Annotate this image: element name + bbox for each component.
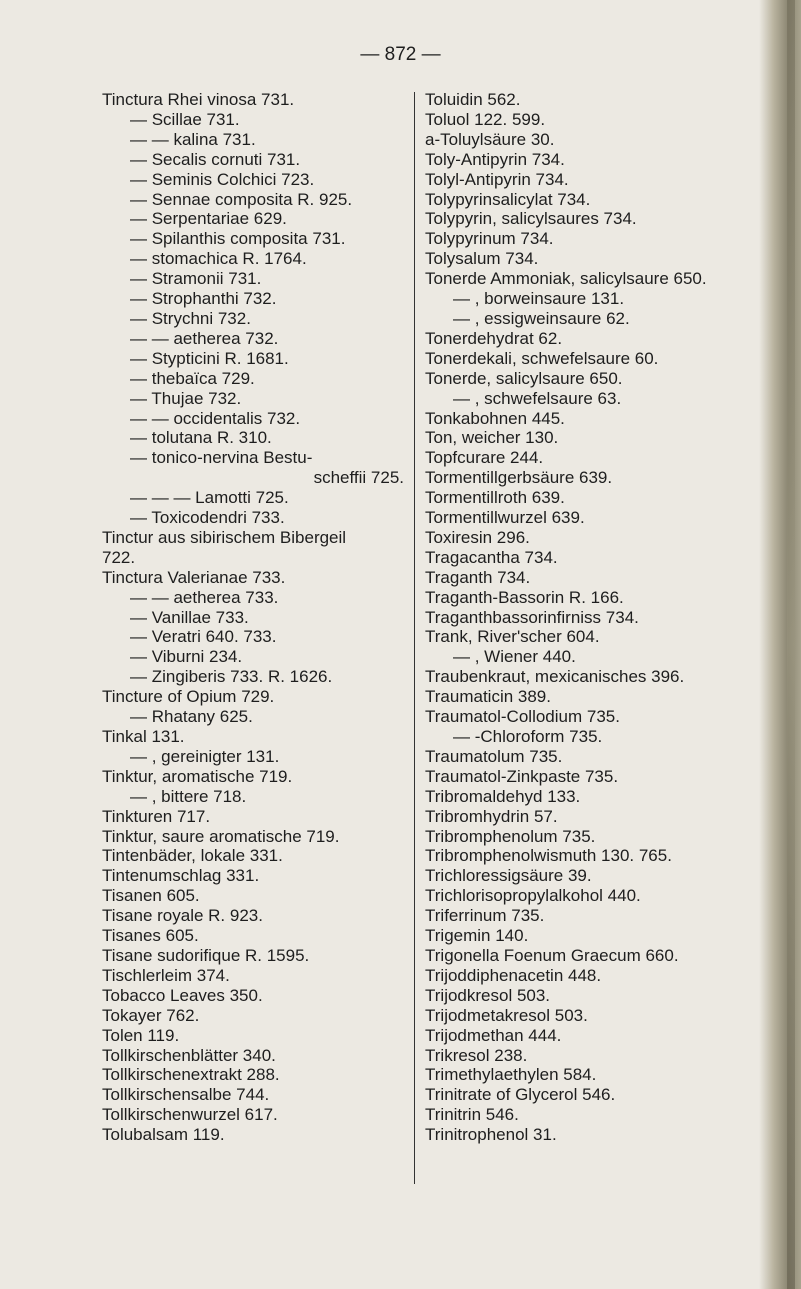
index-entry: — Spilanthis composita 731. (130, 229, 346, 249)
index-entry: Tollkirschenextrakt 288. (102, 1065, 280, 1085)
index-entry: — , borweinsaure 131. (453, 289, 625, 309)
index-entry: Traganth 734. (425, 567, 531, 587)
index-entry: Tonerdehydrat 62. (425, 328, 563, 348)
index-entry: Traubenkraut, mexicanisches 396. (425, 667, 685, 687)
index-entry: Toluidin 562. (425, 90, 521, 109)
index-entry: Tinctur aus sibirischem Bibergeil (102, 527, 347, 547)
index-entry: — thebaïca 729. (130, 368, 255, 388)
index-entry: Trigemin 140. (425, 926, 529, 946)
book-spine (787, 0, 795, 1289)
index-entry: Topfcurare 244. (425, 448, 544, 468)
index-entry: Tribromphenolum 735. (425, 826, 596, 846)
index-entry: — , schwefelsaure 63. (453, 388, 622, 408)
index-entry: Traganthbassorinfirniss 734. (425, 607, 639, 627)
index-entry: a-Toluylsäure 30. (425, 129, 555, 149)
index-entry: Trinitrate of Glycerol 546. (425, 1085, 616, 1105)
index-entry: — — — Lamotti 725. (130, 488, 289, 508)
index-entry: — Scillae 731. (130, 109, 240, 129)
index-entry: Tolubalsam 119. (102, 1125, 225, 1145)
index-entry: — Zingiberis 733. R. 1626. (130, 667, 333, 687)
index-entry: Tolypyrinsalicylat 734. (425, 189, 591, 209)
index-entry: Trigonella Foenum Graecum 660. (425, 945, 679, 965)
index-entry: Trikresol 238. (425, 1045, 528, 1065)
column-divider (414, 92, 415, 1184)
index-entry: Ton, weicher 130. (425, 428, 559, 448)
index-entry: 722. (102, 547, 136, 567)
index-entry: Trichloressigsäure 39. (425, 866, 592, 886)
index-entry: Tonerde, salicylsaure 650. (425, 368, 623, 388)
index-entry: Trinitrophenol 31. (425, 1125, 557, 1145)
index-column-left (102, 90, 412, 1145)
index-entry: Tinktur, saure aromatische 719. (102, 826, 340, 846)
index-entry: — — aetherea 732. (130, 328, 279, 348)
index-entry: — Strychni 732. (130, 308, 251, 328)
index-entry: Trijodkresol 503. (425, 985, 551, 1005)
index-entry: Tobacco Leaves 350. (102, 985, 263, 1005)
index-entry: Tribromphenolwismuth 130. 765. (425, 846, 672, 866)
index-entry: — , essigweinsaure 62. (453, 308, 630, 328)
index-entry: Tolyl-Antipyrin 734. (425, 169, 569, 189)
index-entry: Trinitrin 546. (425, 1105, 519, 1125)
index-entry: — Serpentariae 629. (130, 209, 287, 229)
index-entry: — Secalis cornuti 731. (130, 149, 301, 169)
index-entry: — — aetherea 733. (130, 587, 279, 607)
index-entry: Traumatolum 735. (425, 746, 563, 766)
index-entry: Triferrinum 735. (425, 906, 545, 926)
index-entry: Tonerdekali, schwefelsaure 60. (425, 348, 659, 368)
index-entry: — Seminis Colchici 723. (130, 169, 315, 189)
index-entry: Tragacantha 734. (425, 547, 558, 567)
index-entry: Tintenumschlag 331. (102, 866, 260, 886)
index-entry: — — kalina 731. (130, 129, 256, 149)
index-entry: — Toxicodendri 733. (130, 508, 285, 528)
index-entry: — Stypticini R. 1681. (130, 348, 289, 368)
index-entry: Tinctura Valerianae 733. (102, 567, 286, 587)
index-entry: — Viburni 234. (130, 647, 243, 667)
index-entry: Tisane sudorifique R. 1595. (102, 945, 310, 965)
index-entry: Tischlerleim 374. (102, 965, 230, 985)
index-entry: — Stramonii 731. (130, 269, 262, 289)
index-entry: Trijodmethan 444. (425, 1025, 562, 1045)
index-entry: — -Chloroform 735. (453, 727, 603, 746)
index-entry: — Vanillae 733. (130, 607, 249, 627)
index-entry: Tincture of Opium 729. (102, 687, 275, 707)
index-entry: — , gereinigter 131. (130, 746, 280, 766)
index-entry: Tisanen 605. (102, 886, 200, 906)
index-entry: Traganth-Bassorin R. 166. (425, 587, 624, 607)
index-entry: Tormentillgerbsäure 639. (425, 468, 613, 488)
index-entry: — Strophanthi 732. (130, 289, 277, 309)
index-column-right (425, 90, 725, 1145)
index-entry: — , Wiener 440. (453, 647, 576, 667)
index-entry: Tribromaldehyd 133. (425, 786, 581, 806)
index-entry: — Thujae 732. (130, 388, 242, 408)
index-entry: Tisane royale R. 923. (102, 906, 263, 926)
index-entry: Tisanes 605. (102, 926, 199, 946)
index-entry: Tonerde Ammoniak, salicylsaure 650. (425, 269, 707, 289)
index-entry: Traumatol-Collodium 735. (425, 707, 620, 727)
index-entry: Tolysalum 734. (425, 249, 539, 269)
index-entry: Toluol 122. 599. (425, 109, 546, 129)
index-entry: Trijoddiphenacetin 448. (425, 965, 602, 985)
index-entry: — Veratri 640. 733. (130, 627, 277, 647)
index-entry: Tinkturen 717. (102, 806, 211, 826)
index-entry: Tinkal 131. (102, 727, 185, 746)
index-entry: — Rhatany 625. (130, 707, 253, 727)
index-entry: Tollkirschenblätter 340. (102, 1045, 276, 1065)
index-entry: Toly-Antipyrin 734. (425, 149, 565, 169)
index-entry: Toxiresin 296. (425, 527, 530, 547)
index-entry: — tonico-nervina Bestu- (130, 448, 313, 468)
index-entry: Tolypyrinum 734. (425, 229, 554, 249)
index-entry: — stomachica R. 1764. (130, 249, 307, 269)
index-entry: — tolutana R. 310. (130, 428, 272, 448)
index-entry: — Sennae composita R. 925. (130, 189, 353, 209)
index-entry: Tormentillroth 639. (425, 488, 565, 508)
index-entry: Tokayer 762. (102, 1005, 200, 1025)
index-entry: Trank, River'scher 604. (425, 627, 600, 647)
index-entry: Traumatol-Zinkpaste 735. (425, 766, 619, 786)
index-entry: Tintenbäder, lokale 331. (102, 846, 283, 866)
index-entry: Tribromhydrin 57. (425, 806, 558, 826)
index-entry: Traumaticin 389. (425, 687, 551, 707)
index-entry: Tolypyrin, salicylsaures 734. (425, 209, 637, 229)
index-entry: Trichlorisopropylalkohol 440. (425, 886, 641, 906)
index-entry: Tormentillwurzel 639. (425, 508, 585, 528)
page-number: — 872 — (360, 44, 441, 65)
index-entry: Trijodmetakresol 503. (425, 1005, 588, 1025)
index-entry: Tinctura Rhei vinosa 731. (102, 90, 295, 109)
index-entry: Tinktur, aromatische 719. (102, 766, 293, 786)
index-entry: scheffii 725. (313, 468, 404, 488)
index-entry: — , bittere 718. (130, 786, 247, 806)
index-entry: Tolen 119. (102, 1025, 180, 1045)
index-entry: Tonkabohnen 445. (425, 408, 565, 428)
index-entry: Tollkirschenwurzel 617. (102, 1105, 278, 1125)
index-entry: Tollkirschensalbe 744. (102, 1085, 270, 1105)
index-entry: Trimethylaethylen 584. (425, 1065, 597, 1085)
index-entry: — — occidentalis 732. (130, 408, 301, 428)
